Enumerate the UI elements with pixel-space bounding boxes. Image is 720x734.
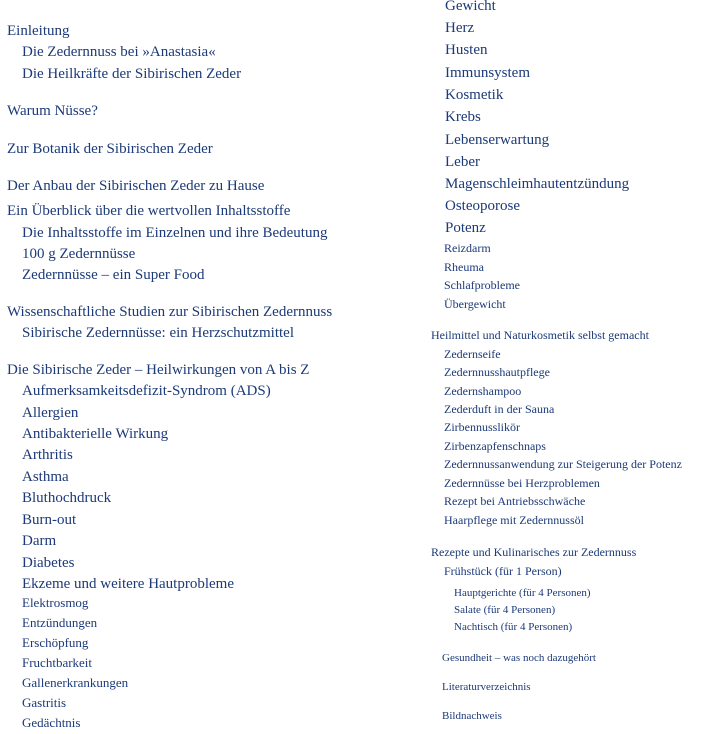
toc-entry[interactable]: Zirbenzapfenschnaps <box>444 439 546 453</box>
toc-entry[interactable]: Zederduft in der Sauna <box>444 402 555 416</box>
toc-entry[interactable]: Heilmittel und Naturkosmetik selbst gemacht <box>431 328 649 342</box>
toc-entry[interactable]: Krebs <box>445 109 481 125</box>
toc-entry[interactable]: Bluthochdruck <box>22 490 112 506</box>
toc-entry[interactable]: Hauptgerichte (für 4 Personen) <box>454 587 591 599</box>
toc-entry[interactable]: Bildnachweis <box>442 710 502 722</box>
toc-entry[interactable]: Elektrosmog <box>22 595 89 610</box>
toc-entry[interactable]: Gedächtnis <box>22 715 81 730</box>
toc-entry[interactable]: Nachtisch (für 4 Personen) <box>454 621 573 633</box>
toc-entry[interactable]: Magenschleimhautentzündung <box>445 176 630 192</box>
toc-entry[interactable]: Leber <box>445 154 480 170</box>
toc-entry[interactable]: Diabetes <box>22 555 75 571</box>
toc-entry[interactable]: Ein Überblick über die wertvollen Inhaltsstoffe <box>7 203 291 219</box>
toc-entry[interactable]: Allergien <box>22 405 79 421</box>
toc-entry[interactable]: Fruchtbarkeit <box>22 655 93 670</box>
toc-entry[interactable]: Zirbennusslikör <box>444 420 520 434</box>
toc-entry[interactable]: Arthritis <box>22 447 73 463</box>
toc-entry[interactable]: Der Anbau der Sibirischen Zeder zu Hause <box>7 178 265 194</box>
toc-entry[interactable]: Zedernseife <box>444 347 501 361</box>
toc-entry[interactable]: Burn-out <box>22 512 77 528</box>
toc-entry[interactable]: Aufmerksamkeitsdefizit-Syndrom (ADS) <box>22 383 271 399</box>
toc-entry[interactable]: Rezept bei Antriebsschwäche <box>444 494 586 508</box>
toc-entry[interactable]: Gastritis <box>22 695 67 710</box>
toc-entry[interactable]: Herz <box>445 20 475 36</box>
toc-entry[interactable]: Die Zedernnuss bei »Anastasia« <box>22 44 216 60</box>
toc-entry[interactable]: Husten <box>445 42 488 58</box>
toc-entry[interactable]: Sibirische Zedernnüsse: ein Herzschutzmittel <box>22 325 294 341</box>
toc-entry[interactable]: Zedernnüsse – ein Super Food <box>22 267 205 283</box>
toc-entry[interactable]: Frühstück (für 1 Person) <box>444 564 562 578</box>
toc-entry[interactable]: Wissenschaftliche Studien zur Sibirischen Zedernnuss <box>7 304 333 320</box>
toc-entry[interactable]: Zedernnusshautpflege <box>444 365 550 379</box>
toc-entry[interactable]: Erschöpfung <box>22 635 89 650</box>
toc-entry[interactable]: Immunsystem <box>445 65 530 81</box>
toc-entry[interactable]: Antibakterielle Wirkung <box>22 426 169 442</box>
toc-entry[interactable]: Lebenserwartung <box>445 132 550 148</box>
toc-entry[interactable]: Entzündungen <box>22 615 98 630</box>
toc-entry[interactable]: Gewicht <box>445 0 496 14</box>
toc-entry[interactable]: Zedernnussanwendung zur Steigerung der Potenz <box>444 457 682 471</box>
toc-entry[interactable]: Osteoporose <box>445 198 520 214</box>
toc-entry[interactable]: Gallenerkrankungen <box>22 675 129 690</box>
toc-entry[interactable]: Asthma <box>22 469 69 485</box>
toc-entry[interactable]: Schlafprobleme <box>444 278 520 292</box>
toc-entry[interactable]: Warum Nüsse? <box>7 103 98 119</box>
toc-entry[interactable]: Potenz <box>445 220 486 236</box>
toc-entry[interactable]: Ekzeme und weitere Hautprobleme <box>22 576 234 592</box>
toc-entry[interactable]: Die Sibirische Zeder – Heilwirkungen von A bis Z <box>7 362 310 378</box>
toc-entry[interactable]: Darm <box>22 533 57 549</box>
toc-entry[interactable]: Die Heilkräfte der Sibirischen Zeder <box>22 66 242 82</box>
toc-entry[interactable]: Haarpflege mit Zedernnussöl <box>444 513 584 527</box>
toc-entry[interactable]: Übergewicht <box>444 297 506 311</box>
toc-entry[interactable]: Einleitung <box>7 23 70 39</box>
toc-entry[interactable]: Rezepte und Kulinarisches zur Zedernnuss <box>431 545 637 559</box>
toc-entry[interactable]: Rheuma <box>444 260 484 274</box>
toc-entry[interactable]: Gesundheit – was noch dazugehört <box>442 652 596 664</box>
toc-entry[interactable]: Zur Botanik der Sibirischen Zeder <box>7 141 213 157</box>
toc-entry[interactable]: Salate (für 4 Personen) <box>454 604 556 616</box>
toc-entry[interactable]: Reizdarm <box>444 241 491 255</box>
toc-entry[interactable]: Die Inhaltsstoffe im Einzelnen und ihre Bedeutung <box>22 225 328 241</box>
toc-entry[interactable]: Kosmetik <box>445 87 504 103</box>
toc-entry[interactable]: Zedernnüsse bei Herzproblemen <box>444 476 600 490</box>
toc-entry[interactable]: Literaturverzeichnis <box>442 681 531 693</box>
toc-entry[interactable]: 100 g Zedernnüsse <box>22 246 136 262</box>
toc-entry[interactable]: Zedernshampoo <box>444 384 522 398</box>
